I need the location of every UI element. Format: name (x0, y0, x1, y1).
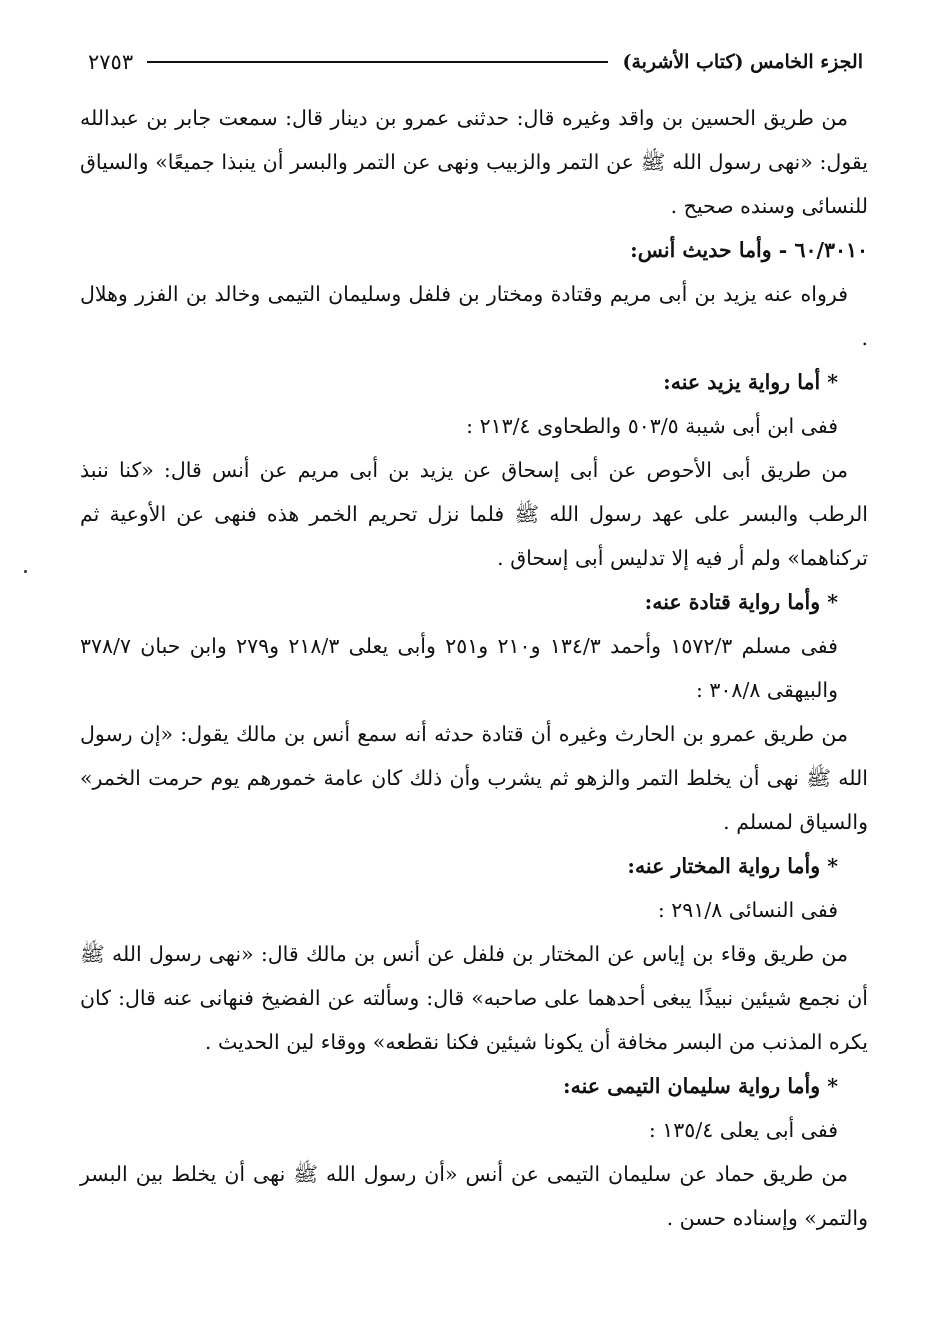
paragraph-jabir-hadith: من طريق الحسين بن واقد وغيره قال: حدثنى عمرو بن دينار قال: سمعت جابر بن عبدالله يقول: «نهى رسول الله ﷺ عن التمر والزبيب ونهى عن التمر والبسر أن ينبذا جميعًا» والسياق للنسائى وسنده صحيح . (80, 106, 868, 218)
subheading-yazid: * أما رواية يزيد عنه: (663, 370, 838, 394)
subheading-sulayman: * وأما رواية سليمان التيمى عنه: (563, 1074, 838, 1098)
subheading-qatada: * وأما رواية قتادة عنه: (644, 590, 838, 614)
source-line-sulayman: ففى أبى يعلى ١٣٥/٤ : (648, 1118, 838, 1142)
header-rule (147, 61, 608, 63)
paragraph-sulayman-chain: من طريق حماد عن سليمان التيمى عن أنس «أن رسول الله ﷺ نهى أن يخلط بين البسر والتمر» وإسناده حسن . (80, 1162, 868, 1230)
subheading-mukhtar: * وأما رواية المختار عنه: (627, 854, 838, 878)
paragraph-qatada-chain: من طريق عمرو بن الحارث وغيره أن قتادة حدثه أنه سمع أنس بن مالك يقول: «إن رسول الله ﷺ نهى أن يخلط التمر والزهو ثم يشرب وأن ذلك كان عامة خمورهم يوم حرمت الخمر» والسياق لمسلم . (80, 722, 868, 834)
source-line-yazid: ففى ابن أبى شيبة ٥٠٣/٥ والطحاوى ٢١٣/٤ : (466, 414, 838, 438)
page-number: ٢٧٥٣ (88, 50, 134, 74)
page-body (80, 96, 868, 1240)
paragraph-mukhtar-chain: من طريق وقاء بن إياس عن المختار بن فلفل عن أنس بن مالك قال: «نهى رسول الله ﷺ أن نجمع شيئين نبيذًا يبغى أحدهما على صاحبه» قال: وسألته عن الفضيخ فنهانى عنه قال: كان يكره المذنب من البسر مخافة أن يكونا شيئين فكنا نقطعه» ووقاء لين الحديث . (80, 942, 868, 1054)
paragraph-yazid-chain: من طريق أبى الأحوص عن أبى إسحاق عن يزيد بن أبى مريم عن أنس قال: «كنا ننبذ الرطب والبسر على عهد رسول الله ﷺ فلما نزل تحريم الخمر هذه فنهى عن الأوعية ثم تركناهما» ولم أر فيه إلا تدليس أبى إسحاق . (80, 458, 868, 570)
source-line-qatada: ففى مسلم ١٥٧٢/٣ وأحمد ١٣٤/٣ و٢١٠ و٢٥١ وأبى يعلى ٢١٨/٣ و٢٧٩ وابن حبان ٣٧٨/٧ والبيهقى ٣٠٨/٨ : (80, 634, 838, 702)
source-line-mukhtar: ففى النسائى ٢٩١/٨ : (657, 898, 838, 922)
running-title: الجزء الخامس (كتاب الأشربة) (622, 51, 863, 73)
section-heading-anas: ٦٠/٣٠١٠ - وأما حديث أنس: (630, 238, 868, 262)
paragraph-narrators: فرواه عنه يزيد بن أبى مريم وقتادة ومختار بن فلفل وسليمان التيمى وخالد بن الفزر وهلال . (80, 282, 868, 350)
page-header (88, 44, 863, 80)
scan-speck (24, 570, 27, 573)
